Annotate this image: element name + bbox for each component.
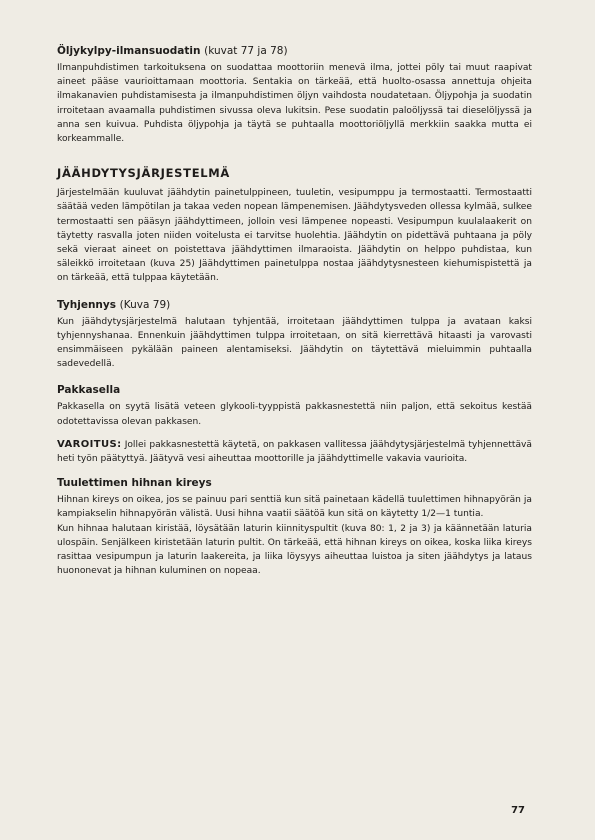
warning-label: VAROITUS: — [57, 438, 122, 450]
section-title-oil-bath-air-filter — [57, 44, 532, 58]
fan-belt-paragraph-1: Hihnan kireys on oikea, jos se painuu pari senttiä kun sitä painetaan kädellä tuulettimen hihnapyörän ja kampiakselin hihnapyörän välistä. Uusi hihna vaatii säätöä kun sitä on käytetty 1/2—1 tuntia. — [57, 495, 532, 520]
section-title-draining — [57, 298, 532, 312]
cooling-system-paragraph: Järjestelmään kuuluvat jäähdytin painetulppineen, tuuletin, vesipumppu ja termostaatti. Termostaatti säätää veden lämpötilan ja takaa veden nopean lämpenemisen. Jäähdytysveden ollessa kylmää, sulkee termostaatti sen pääsyn jäähdyttimeen, jolloin vesi lämpenee nopeasti. Vesipumpun kuulalaakerit on täytetty rasvalla joten niiden voitelusta ei tarvitse huolehtia. Jäähdytin on pidettävä puhtaana ja pöly sekä vieraat aineet on poistettava jäähdyttimen ilmaraoista. Jäähdytin on helppo puhdistaa, kun säleikkö irroitetaan (kuva 25) Jäähdyttimen painetulppa nostaa jäähdytysnesteen kiehumispistettä ja on tärkeää, että tulppaa käytetään. — [57, 188, 532, 284]
page-number: 77 — [511, 805, 525, 816]
draining-figure-ref: (Kuva 79) — [119, 298, 171, 311]
cooling-system-heading: JÄÄHDYTYSJÄRJESTELMÄ — [57, 166, 231, 181]
draining-title: Tyhjennys — [57, 298, 117, 311]
oil-filter-paragraph: Ilmanpuhdistimen tarkoituksena on suodattaa moottoriin menevä ilma, jottei pöly tai muut raapivat aineet pääse vaurioittamaan moottoria. Sentakia on tärkeää, että huolto-osassa annettuja ohjeita ilmakanavien puhdistamisesta ja ilmanpuhdistimen öljyn vaihdosta noudatetaan. Öljypohja ja suodatin irroitetaan avaamalla puhdistimen sivussa oleva lukitsin. Pese suodatin paloöljyssä tai dieselöljyssä ja anna sen kuivua. Puhdista öljypohja ja täytä se puhtaalla moottoriöljyllä merkkiin saakka mutta ei korkeammalle. — [57, 63, 532, 145]
oil-filter-title: Öljykylpy-ilmansuodatin — [57, 45, 201, 57]
frost-paragraph: Pakkasella on syytä lisätä veteen glykooli-tyyppistä pakkasnestettä niin paljon, että sekoitus kestää odotettavissa olevan pakkasen. — [57, 402, 532, 427]
fan-belt-title: Tuulettimen hihnan kireys — [57, 477, 212, 490]
page-content — [57, 44, 532, 578]
frost-title: Pakkasella — [57, 384, 121, 397]
warning-paragraph — [57, 438, 532, 466]
warning-text: Jollei pakkasnestettä käytetä, on pakkasen vallitessa jäähdytysjärjestelmä tyhjennettävä heti työn päätyttyä. Jäätyvä vesi aiheuttaa moottorille ja jäähdyttimelle vakavia vaurioita. — [57, 439, 532, 465]
fan-belt-paragraph-2: Kun hihnaa halutaan kiristää, löysätään laturin kiinnityspultit (kuva 80: 1, 2 ja 3) ja käännetään laturia ulospäin. Senjälkeen kiristetään laturin pultit. On tärkeää, että hihnan kireys on oikea, koska liika kireys rasittaa vesipumpun ja laturin laakereita, ja liika löysyys aiheuttaa luistoa ja siten jäähdytys ja lataus huononevat ja hihnan kuluminen on nopeaa. — [57, 523, 532, 577]
draining-paragraph: Kun jäähdytysjärjestelmä halutaan tyhjentää, irroitetaan jäähdyttimen tulppa ja avataan kaksi tyhjennyshanaa. Ennenkuin jäähdyttimen tulppa irroitetaan, on sitä kierrettävä hitaasti ja varovasti ensimmäiseen pykälään paineen alentamiseksi. Jäähdytin on täytettävä mieluimmin puhtaalla sadevedellä. — [57, 316, 532, 370]
oil-filter-figure-ref: (kuvat 77 ja 78) — [204, 45, 288, 57]
